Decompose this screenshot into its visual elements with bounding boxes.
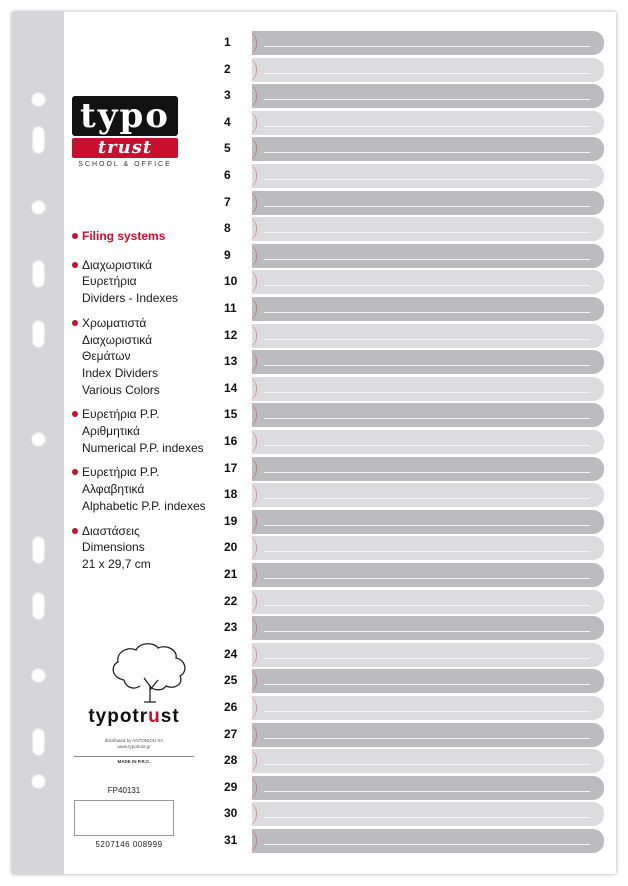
feature-item bbox=[72, 464, 232, 514]
brand-text: typotr bbox=[88, 706, 149, 727]
tab-body bbox=[252, 137, 604, 161]
index-tab bbox=[216, 111, 604, 135]
brand-text-accent: u bbox=[148, 706, 161, 727]
tree-icon bbox=[104, 640, 194, 710]
index-tab bbox=[216, 616, 604, 640]
tab-number: 18 bbox=[224, 487, 238, 502]
index-tab bbox=[216, 297, 604, 321]
feature-item bbox=[72, 228, 232, 245]
tab-body bbox=[252, 483, 604, 507]
feature-line: Διαχωριστικά bbox=[82, 332, 153, 347]
tab-write-line bbox=[264, 445, 590, 446]
feature-line: Numerical P.P. indexes bbox=[82, 440, 204, 455]
tab-write-line bbox=[264, 418, 590, 419]
tab-write-line bbox=[264, 578, 590, 579]
tab-write-line bbox=[264, 339, 590, 340]
punch-hole bbox=[31, 200, 46, 215]
tab-number: 22 bbox=[224, 593, 238, 608]
index-tab bbox=[216, 669, 604, 693]
tab-write-line bbox=[264, 605, 590, 606]
punch-hole bbox=[32, 320, 45, 348]
punch-hole bbox=[31, 92, 46, 107]
tab-body bbox=[252, 244, 604, 268]
bullet-dot-icon bbox=[72, 320, 78, 326]
label-box bbox=[74, 800, 174, 836]
punch-hole bbox=[32, 260, 45, 288]
typotrust-logo bbox=[72, 96, 192, 168]
index-tab bbox=[216, 164, 604, 188]
punch-hole bbox=[31, 432, 46, 447]
punch-hole bbox=[31, 668, 46, 683]
punch-hole bbox=[32, 592, 45, 620]
tab-write-line bbox=[264, 179, 590, 180]
feature-line: Dividers - Indexes bbox=[82, 291, 179, 306]
feature-line: Index Dividers bbox=[82, 365, 159, 380]
tab-write-line bbox=[264, 844, 590, 845]
feature-line: Ευρετήρια bbox=[82, 274, 137, 289]
punched-margin bbox=[12, 12, 64, 874]
feature-line: 21 x 29,7 cm bbox=[82, 556, 151, 571]
tab-write-line bbox=[264, 817, 590, 818]
index-tab bbox=[216, 776, 604, 800]
barcode-number: 5207146 008999 bbox=[95, 840, 163, 849]
index-tab bbox=[216, 217, 604, 241]
index-tab bbox=[216, 403, 604, 427]
tab-number: 29 bbox=[224, 779, 238, 794]
index-tab bbox=[216, 244, 604, 268]
index-tab bbox=[216, 137, 604, 161]
tab-body bbox=[252, 324, 604, 348]
tab-write-line bbox=[264, 259, 590, 260]
tab-write-line bbox=[264, 126, 590, 127]
tab-body bbox=[252, 829, 604, 853]
tab-write-line bbox=[264, 711, 590, 712]
tab-write-line bbox=[264, 631, 590, 632]
tab-number: 11 bbox=[224, 301, 237, 315]
index-tab bbox=[216, 536, 604, 560]
tab-write-line bbox=[264, 312, 590, 313]
tab-body bbox=[252, 31, 604, 55]
tab-body bbox=[252, 84, 604, 108]
tab-number: 6 bbox=[224, 168, 231, 182]
website-text: www.typotrust.gr bbox=[117, 744, 151, 749]
index-tab bbox=[216, 457, 604, 481]
tab-write-line bbox=[264, 738, 590, 739]
feature-line: Χρωματιστά bbox=[82, 315, 147, 330]
index-tab bbox=[216, 590, 604, 614]
tab-number: 13 bbox=[224, 354, 238, 369]
tab-write-line bbox=[264, 551, 590, 552]
tab-number: 4 bbox=[224, 114, 231, 129]
tab-body bbox=[252, 111, 604, 135]
tab-body bbox=[252, 510, 604, 534]
feature-line: Filing systems bbox=[82, 229, 166, 243]
feature-line: Διαστάσεις bbox=[82, 523, 140, 538]
tab-number: 14 bbox=[224, 380, 238, 395]
tab-number: 23 bbox=[224, 620, 238, 635]
tab-body bbox=[252, 164, 604, 188]
tab-number: 3 bbox=[224, 88, 231, 103]
feature-line: Alphabetic P.P. indexes bbox=[82, 498, 206, 513]
tab-write-line bbox=[264, 73, 590, 74]
index-sheet bbox=[12, 12, 616, 874]
index-tab bbox=[216, 696, 604, 720]
tab-body bbox=[252, 563, 604, 587]
tab-body bbox=[252, 297, 604, 321]
index-tab bbox=[216, 829, 604, 853]
index-tab bbox=[216, 510, 604, 534]
index-tab bbox=[216, 483, 604, 507]
tab-write-line bbox=[264, 791, 590, 792]
tab-write-line bbox=[264, 764, 590, 765]
feature-item bbox=[72, 523, 232, 573]
tab-write-line bbox=[264, 99, 590, 100]
feature-item bbox=[72, 315, 232, 399]
product-code: FP40131 bbox=[107, 786, 141, 795]
tab-number: 16 bbox=[224, 434, 238, 448]
tab-body bbox=[252, 749, 604, 773]
made-in-label: MADE IN P.R.C. bbox=[74, 756, 194, 764]
feature-line: Αλφαβητικά bbox=[82, 482, 145, 497]
tab-body bbox=[252, 457, 604, 481]
bullet-dot-icon bbox=[72, 411, 78, 417]
feature-line: Θεμάτων bbox=[82, 349, 131, 364]
index-tab bbox=[216, 563, 604, 587]
feature-item bbox=[72, 257, 232, 307]
tab-number: 30 bbox=[224, 806, 238, 821]
punch-hole bbox=[31, 774, 46, 789]
punch-hole bbox=[32, 536, 45, 564]
tab-body bbox=[252, 58, 604, 82]
feature-line: Dimensions bbox=[82, 540, 145, 555]
tab-write-line bbox=[264, 152, 590, 153]
tab-write-line bbox=[264, 392, 590, 393]
tab-write-line bbox=[264, 658, 590, 659]
index-tab bbox=[216, 84, 604, 108]
tab-write-line bbox=[264, 684, 590, 685]
tab-write-line bbox=[264, 232, 590, 233]
feature-line: Διαχωριστικά bbox=[82, 257, 153, 272]
tab-body bbox=[252, 723, 604, 747]
tab-body bbox=[252, 430, 604, 454]
tab-body bbox=[252, 270, 604, 294]
distributor-text: distributed by ANTONIOU SA bbox=[104, 738, 164, 743]
tab-body bbox=[252, 403, 604, 427]
feature-line: Various Colors bbox=[82, 382, 160, 397]
tab-number: 28 bbox=[224, 753, 238, 768]
logo-typo-text: typo bbox=[72, 96, 178, 136]
tab-body bbox=[252, 350, 604, 374]
tab-number: 15 bbox=[224, 407, 238, 422]
index-tab bbox=[216, 749, 604, 773]
punch-hole bbox=[32, 126, 45, 154]
tab-number: 20 bbox=[224, 540, 238, 555]
index-tab bbox=[216, 802, 604, 826]
feature-list bbox=[72, 228, 232, 581]
tab-body bbox=[252, 536, 604, 560]
tab-body bbox=[252, 590, 604, 614]
feature-line: Αριθμητικά bbox=[82, 424, 140, 439]
index-tab bbox=[216, 31, 604, 55]
tab-body bbox=[252, 217, 604, 241]
tab-number: 25 bbox=[224, 673, 238, 688]
brand-wordmark bbox=[74, 706, 194, 728]
tab-write-line bbox=[264, 285, 590, 286]
tab-number: 2 bbox=[224, 61, 231, 76]
brand-text: st bbox=[160, 706, 180, 727]
tab-write-line bbox=[264, 46, 590, 47]
index-tab bbox=[216, 58, 604, 82]
logo-trust-text: trust bbox=[72, 138, 178, 158]
feature-item bbox=[72, 406, 232, 456]
tab-body bbox=[252, 776, 604, 800]
index-tab bbox=[216, 723, 604, 747]
tab-write-line bbox=[264, 365, 590, 366]
index-tab bbox=[216, 430, 604, 454]
tab-number: 17 bbox=[224, 460, 238, 475]
tab-body bbox=[252, 377, 604, 401]
punch-hole bbox=[32, 728, 45, 756]
feature-line: Ευρετήρια P.P. bbox=[82, 407, 160, 422]
tab-number: 12 bbox=[224, 327, 238, 342]
bullet-dot-icon bbox=[72, 262, 78, 268]
tab-body bbox=[252, 643, 604, 667]
tab-number: 5 bbox=[224, 141, 231, 156]
index-tab bbox=[216, 191, 604, 215]
tab-write-line bbox=[264, 525, 590, 526]
bullet-dot-icon bbox=[72, 233, 78, 239]
tab-body bbox=[252, 616, 604, 640]
tab-write-line bbox=[264, 498, 590, 499]
distributor-info bbox=[74, 738, 194, 750]
tab-number: 8 bbox=[224, 221, 231, 236]
tab-body bbox=[252, 669, 604, 693]
index-tab bbox=[216, 324, 604, 348]
index-tab bbox=[216, 643, 604, 667]
tab-number: 9 bbox=[224, 247, 231, 262]
index-tab bbox=[216, 270, 604, 294]
index-tab bbox=[216, 377, 604, 401]
bullet-dot-icon bbox=[72, 528, 78, 534]
tab-number: 26 bbox=[224, 700, 238, 714]
tab-number: 31 bbox=[224, 833, 238, 847]
tab-number: 1 bbox=[224, 35, 231, 49]
tab-body bbox=[252, 802, 604, 826]
tab-number: 27 bbox=[224, 726, 238, 741]
tab-number: 10 bbox=[224, 274, 238, 289]
logo-subtitle: SCHOOL & OFFICE bbox=[78, 161, 172, 168]
tab-body bbox=[252, 696, 604, 720]
index-tab bbox=[216, 350, 604, 374]
tab-number: 21 bbox=[224, 567, 238, 581]
tab-write-line bbox=[264, 206, 590, 207]
tab-number: 24 bbox=[224, 646, 238, 661]
feature-line: Ευρετήρια P.P. bbox=[82, 465, 160, 480]
tab-body bbox=[252, 191, 604, 215]
tab-number: 19 bbox=[224, 513, 238, 528]
tab-number: 7 bbox=[224, 194, 231, 209]
tab-write-line bbox=[264, 472, 590, 473]
bullet-dot-icon bbox=[72, 469, 78, 475]
